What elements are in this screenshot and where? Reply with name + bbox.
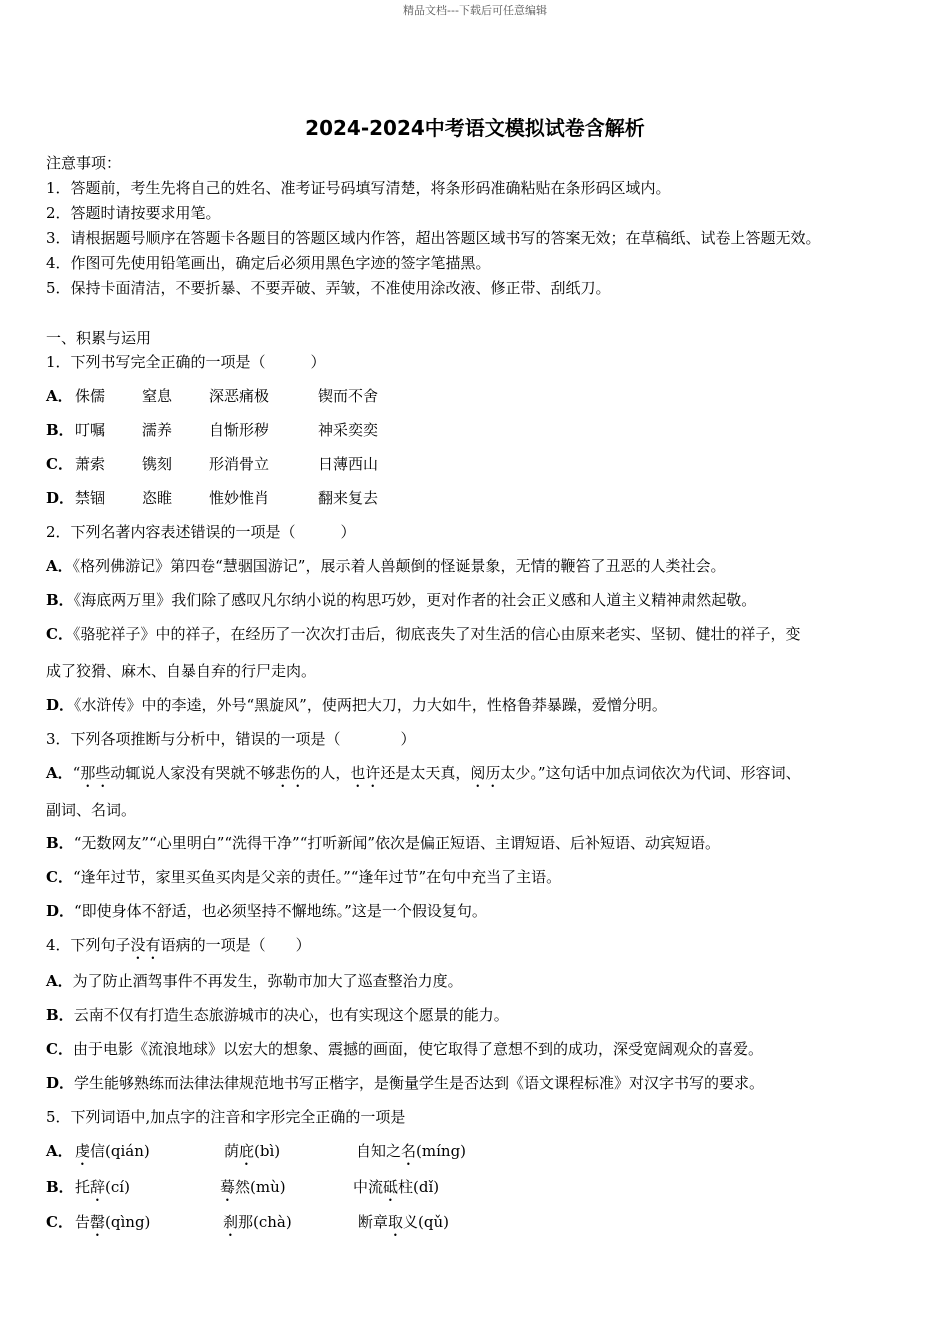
option-d: D．《水浒传》中的李逵，外号“黑旋风”，使两把大刀，力大如牛，性格鲁莽暴躁，爱憎分明。 [46,696,667,714]
option-word: 形消骨立 [209,455,270,473]
page-title: 2024-2024中考语文模拟试卷含解析 [305,116,645,140]
option-label: B． [46,1178,74,1196]
option-word: 断章取义(qǔ) [358,1213,449,1231]
option-c-continued: 成了狡猾、麻木、自暴自弃的行尸走肉。 [46,662,317,680]
option-b: B．云南不仅有打造生态旅游城市的决心，也有实现这个愿景的能力。 [46,1006,509,1024]
option-word: 刹那(chà) [223,1213,292,1231]
option-word: 蓦然(mù) [220,1178,286,1196]
option-word: 神采奕奕 [318,421,379,439]
option-word: 禁锢 [75,489,106,507]
notice-item: 1．答题前，考生先将自己的姓名、准考证号码填写清楚，将条形码准确粘贴在条形码区域内。 [46,179,671,197]
option-label: C． [46,455,73,473]
question-5-stem: 5．下列词语中,加点字的注音和字形完全正确的一项是 [46,1108,406,1126]
option-word: 锲而不舍 [318,387,379,405]
option-word: 镌刻 [142,455,173,473]
option-word: 翻来复去 [318,489,379,507]
option-a: A．“那些动辄说人家没有哭就不够悲伤的人，也许还是太天真，阅历太少。”这句话中加点词依次为代词、形容词、 [46,764,801,782]
option-label: B． [46,421,74,439]
section-heading: 一、积累与运用 [46,329,152,347]
option-word: 虔信(qián) [75,1142,150,1160]
option-word: 自知之名(míng) [356,1142,467,1160]
option-label: A． [46,387,73,405]
option-b: B．《海底两万里》我们除了感叹凡尔纳小说的构思巧妙，更对作者的社会正义感和人道主义精神肃然起敬。 [46,591,757,609]
notice-item: 5．保持卡面清洁，不要折暴、不要弄破、弄皱，不准使用涂改液、修正带、刮纸刀。 [46,279,611,297]
option-word: 托辞(cí) [75,1178,130,1196]
option-word: 自惭形秽 [209,421,270,439]
question-3-stem: 3．下列各项推断与分析中，错误的一项是（ ） [46,730,416,748]
option-word: 惟妙惟肖 [209,489,270,507]
option-word: 恣睢 [142,489,173,507]
notice-heading: 注意事项： [46,154,122,172]
page-header: 精品文档---下载后可任意编辑 [403,4,547,17]
option-word: 告罄(qìng) [75,1213,151,1231]
option-d: D．“即使身体不舒适，也必须坚持不懈地练。”这是一个假设复句。 [46,902,487,920]
option-word: 濡养 [142,421,173,439]
option-a: A．为了防止酒驾事件不再发生，弥勒市加大了巡查整治力度。 [46,972,463,990]
option-label: C． [46,1213,73,1231]
option-word: 日薄西山 [318,455,379,473]
question-4-stem: 4．下列句子没有语病的一项是（ ） [46,936,311,954]
option-word: 荫庇(bì) [224,1142,281,1160]
option-word: 深恶痛极 [209,387,270,405]
option-c: C．《骆驼祥子》中的祥子，在经历了一次次打击后，彻底丧失了对生活的信心由原来老实、坚韧、健壮的祥子，变 [46,625,801,643]
option-label: A． [46,1142,73,1160]
notice-item: 4．作图可先使用铅笔画出，确定后必须用黑色字迹的签字笔描黑。 [46,254,491,272]
notice-item: 2．答题时请按要求用笔。 [46,204,221,222]
option-d: D．学生能够熟练而法律法律规范地书写正楷字，是衡量学生是否达到《语文课程标准》对汉字书写的要求。 [46,1074,765,1092]
option-b: B．“无数网友”“心里明白”“洗得干净”“打听新闻”依次是偏正短语、主谓短语、后补短语、动宾短语。 [46,834,721,852]
option-c: C．“逢年过节，家里买鱼买肉是父亲的责任。”“逢年过节”在句中充当了主语。 [46,868,562,886]
option-label: D． [46,489,75,507]
option-c: C．由于电影《流浪地球》以宏大的想象、震撼的画面，使它取得了意想不到的成功，深受宽阔观众的喜爱。 [46,1040,763,1058]
question-1-stem: 1．下列书写完全正确的一项是（ ） [46,353,326,371]
option-a: A．《格列佛游记》第四卷“慧骃国游记”，展示着人兽颠倒的怪诞景象，无情的鞭笞了丑恶的人类社会。 [46,557,726,575]
option-a-continued: 副词、名词。 [46,801,137,819]
option-word: 叮嘱 [75,421,106,439]
option-word: 中流砥柱(dǐ) [353,1178,440,1196]
notice-item: 3．请根据题号顺序在答题卡各题目的答题区域内作答，超出答题区域书写的答案无效；在草稿纸、试卷上答题无效。 [46,229,821,247]
option-word: 萧索 [75,455,106,473]
question-2-stem: 2．下列名著内容表述错误的一项是（ ） [46,523,356,541]
option-word: 窒息 [142,387,173,405]
option-word: 侏儒 [75,387,106,405]
